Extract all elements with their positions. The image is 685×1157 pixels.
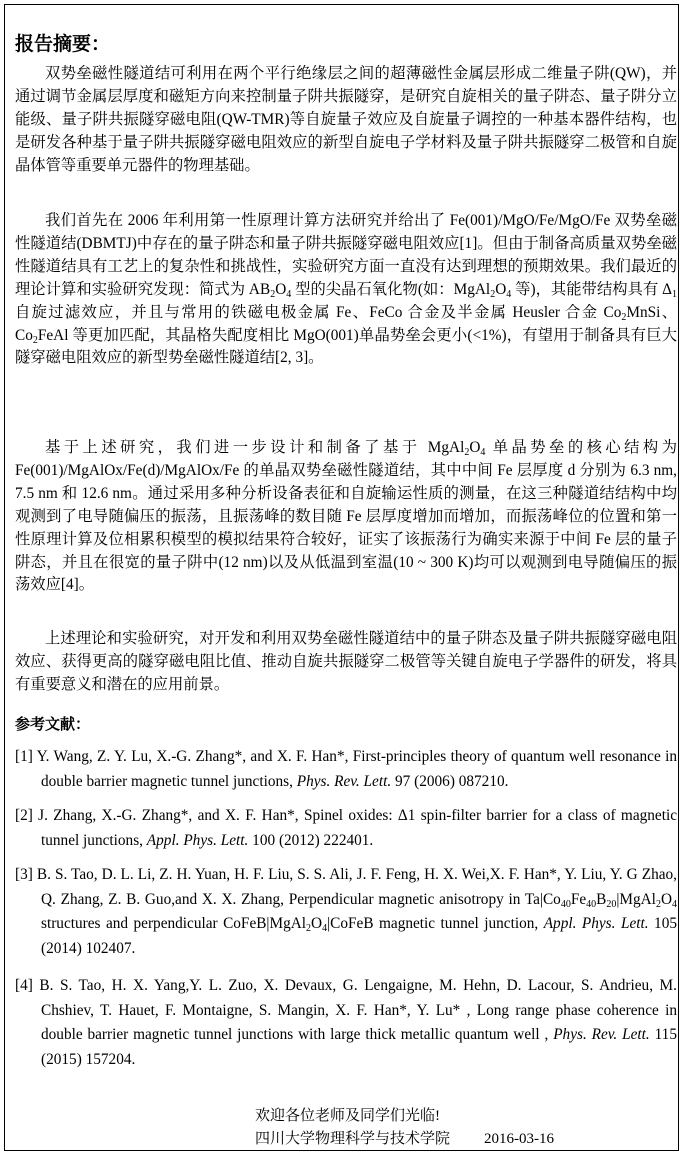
text-run: 基于上述研究，我们进一步设计和制备了基于 MgAl — [45, 439, 465, 456]
text-run: 等)，其能带结构具有 Δ — [511, 280, 672, 298]
text-run: O — [469, 439, 481, 456]
subscript: 4 — [480, 447, 486, 458]
subscript: 2 — [270, 288, 276, 300]
abstract-paragraph-1: 双势垒磁性隧道结可利用在两个平行绝缘层之间的超薄磁性金属层形成二维量子阱(QW)，并通过调节金属层厚度和磁矩方向来控制量子阱共振隧穿，是研究自旋相关的量子阱态、量子阱分立能级、量子阱共振隧穿磁电阻(QW-TMR)等自旋量子效应及自旋量子调控的一种基本器件结构，也是研发各种基于量子阱共振隧穿磁电阻效应的新型自旋电子学材料及量子阱共振隧穿二极管和自旋晶体管等重要单元器件的物理基础。 — [15, 65, 677, 174]
reference-2 — [15, 804, 677, 853]
text-run: MnSi、Co — [15, 303, 677, 344]
abstract-paragraph-4: 上述理论和实验研究，对开发和利用双势垒磁性隧道结中的量子阱态及量子阱共振隧穿磁电阻效应、获得更高的隧穿磁电阻比值、推动自旋共振隧穿二极管等关键自旋电子学器件的研发，将具有重要意义和潜在的应用前景。 — [15, 630, 677, 693]
journal-name: Phys. Rev. Lett. — [296, 772, 392, 790]
text-run: Fe — [570, 890, 587, 908]
subscript: 40 — [586, 898, 597, 910]
abstract-paragraph-3 — [15, 437, 677, 597]
text-run: [3] B. S. Tao, D. L. Li, Z. H. Yuan, H. F. Liu, S. S. Ali, J. F. Feng, H. X. Wei,X. F. Han*, Y. Liu, Y. G Zhao, Q. Zhang, Z. B. Guo,and X. X. Zhang, Perpendicular magnetic anisotropy in Ta|Co — [15, 866, 677, 908]
journal-name: Appl. Phys. Lett. — [146, 831, 249, 849]
document-page — [4, 4, 679, 1151]
journal-name: Appl. Phys. Lett. — [543, 915, 649, 932]
text-run: 型的尖晶石氧化物(如：MgAl — [291, 280, 491, 298]
subscript: 20 — [606, 898, 617, 910]
institution-name: 四川大学物理科学与技术学院 — [255, 1131, 451, 1147]
text-run: 我们首先在 2006 年利用第一性原理计算方法研究并给出了 Fe(001)/MgO/Fe/MgO/Fe 双势垒磁性隧道结(DBMTJ)中存在的量子阱态和量子阱共振隧穿磁电阻效应[1]。但由于制备高质量双势垒磁性隧道结具有工艺上的复杂性和挑战性，实验研究方面一直没有达到理想的预期效果。我们最近的理论计算和实验研究发现：简式为 AB — [15, 212, 677, 298]
welcome-note: 欢迎各位老师及同学们光临! — [255, 1108, 440, 1124]
subscript: 4 — [672, 898, 677, 910]
text-run: [4] B. S. Tao, H. X. Yang,Y. L. Zuo, X. Devaux, G. Lengaigne, M. Hehn, D. Lacour, S. Andrieu, M. Chshiev, T. Hauet, F. Montaigne, S. Mangin, X. F. Han*, Y. Lu* , Long range phase coherence in double barrier magnetic tunnel junctions with large thick metallic quantum well , — [15, 977, 677, 1043]
subscript: 1 — [672, 288, 677, 300]
text-run: 单晶势垒的核心结构为 Fe(001)/MgAlOx/Fe(d)/MgAlOx/Fe 的单晶双势垒磁性隧道结，其中中间 Fe 层厚度 d 分别为 6.3 nm, 7.5 nm 和 12.6 nm。通过采用多种分析设备表征和自旋输运性质的测量，在这三种隧道结结构中均观测到了电导随偏压的振荡，且振荡峰的数目随 Fe 层厚度增加而增加，而振荡峰位的位置和第一性原理计算及位相累积模型的模拟结果符合较好，证实了该振荡行为确实来源于中间 Fe 层的量子阱态，并且在很宽的量子阱中(12 nm)以及从低温到室温(10 ~ 300 K)均可以观测到电导随偏压的振荡效应[4]。 — [15, 439, 677, 594]
subscript: 2 — [490, 288, 496, 300]
journal-name: Phys. Rev. Lett. — [553, 1026, 650, 1043]
text-run: 100 (2012) 222401. — [248, 831, 374, 849]
subscript: 4 — [286, 288, 292, 300]
text-run: O — [660, 890, 672, 908]
text-run: structures and perpendicular CoFeB|MgAl — [41, 915, 307, 932]
subscript: 2 — [306, 923, 312, 934]
text-run: |CoFeB magnetic tunnel junction, — [327, 915, 544, 932]
references-heading: 参考文献： — [15, 715, 91, 733]
abstract-paragraph-2 — [15, 210, 677, 370]
subscript: 2 — [32, 334, 38, 346]
reference-3 — [15, 863, 677, 961]
subscript: 2 — [464, 447, 470, 458]
subscript: 2 — [621, 311, 627, 323]
reference-1 — [15, 745, 677, 794]
text-run: O — [311, 915, 323, 932]
subscript: 4 — [506, 288, 512, 300]
text-run: |MgAl — [616, 890, 656, 908]
text-run: [1] Y. Wang, Z. Y. Lu, X.-G. Zhang*, and X. F. Han*, First-principles theory of quantum well resonance in double barrier magnetic tunnel junctions, — [15, 748, 677, 790]
text-run: 105 (2014) 102407. — [41, 915, 677, 957]
subscript: 2 — [655, 898, 661, 910]
text-run: B — [596, 890, 607, 908]
subscript: 4 — [322, 923, 328, 934]
signature-line — [255, 1127, 554, 1148]
text-run: [2] J. Zhang, X.-G. Zhang*, and X. F. Han*, Spinel oxides: Δ1 spin-filter barrier for a class of magnetic tunnel junctions, — [15, 807, 677, 849]
text-run: 97 (2006) 087210. — [391, 772, 509, 790]
abstract-title: 报告摘要： — [15, 33, 111, 55]
text-run: O — [495, 280, 507, 298]
text-run: 自旋过滤效应，并且与常用的铁磁电极金属 Fe、FeCo 合金及半金属 Heusler 合金 Co — [15, 303, 622, 321]
reference-4 — [15, 974, 677, 1072]
subscript: 40 — [560, 898, 571, 910]
text-run: 115 (2015) 157204. — [41, 1026, 677, 1068]
report-date: 2016-03-16 — [484, 1131, 555, 1147]
text-run: O — [275, 280, 287, 298]
text-run: FeAl 等更加匹配，其晶格失配度相比 MgO(001)单晶势垒会更小(<1%)，有望用于制备具有巨大隧穿磁电阻效应的新型势垒磁性隧道结[2, 3]。 — [15, 326, 677, 367]
